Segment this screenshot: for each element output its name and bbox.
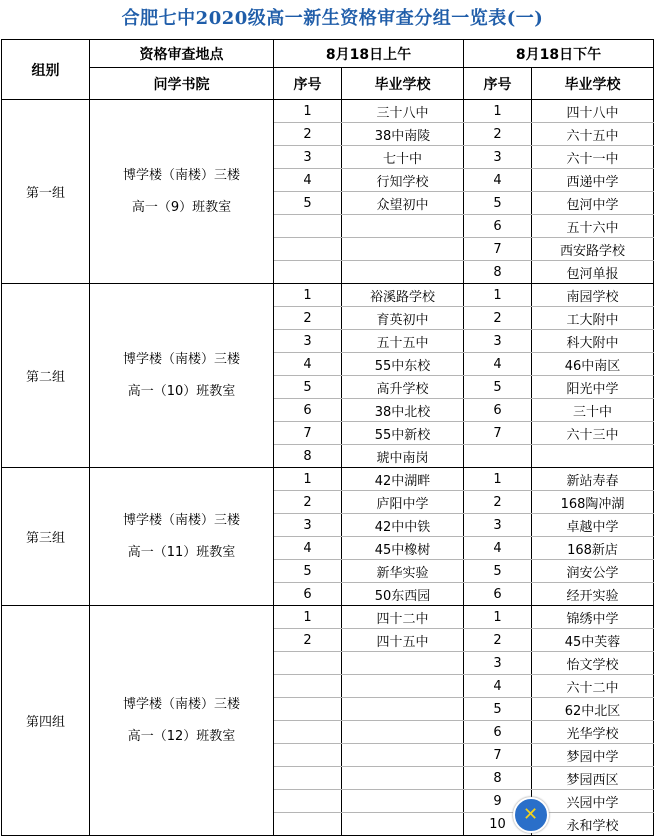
pm-seq: 2 — [464, 491, 532, 514]
pm-school: 科大附中 — [532, 330, 654, 353]
am-seq: 6 — [274, 583, 342, 606]
table-body — [2, 100, 654, 836]
am-seq: 1 — [274, 100, 342, 123]
am-seq: 5 — [274, 192, 342, 215]
am-seq — [274, 698, 342, 721]
pm-school: 光华学校 — [532, 721, 654, 744]
pm-school: 南园学校 — [532, 284, 654, 307]
pm-seq: 8 — [464, 767, 532, 790]
am-school — [342, 744, 464, 767]
header-am-school: 毕业学校 — [342, 68, 464, 100]
am-seq: 7 — [274, 422, 342, 445]
pm-seq: 7 — [464, 744, 532, 767]
am-school: 45中橡树 — [342, 537, 464, 560]
am-seq: 5 — [274, 560, 342, 583]
am-school — [342, 215, 464, 238]
am-seq — [274, 215, 342, 238]
am-seq: 2 — [274, 307, 342, 330]
pm-school: 45中芙蓉 — [532, 629, 654, 652]
am-school: 55中新校 — [342, 422, 464, 445]
am-school — [342, 652, 464, 675]
am-seq: 3 — [274, 330, 342, 353]
group-location — [90, 468, 274, 606]
am-school: 裕溪路学校 — [342, 284, 464, 307]
am-seq — [274, 721, 342, 744]
header-group: 组别 — [2, 40, 90, 100]
pm-seq: 5 — [464, 192, 532, 215]
am-school — [342, 675, 464, 698]
pm-school: 新站寿春 — [532, 468, 654, 491]
header-pm-school: 毕业学校 — [532, 68, 654, 100]
group-location — [90, 100, 274, 284]
group-name: 第一组 — [2, 100, 90, 284]
pm-seq: 4 — [464, 675, 532, 698]
table-row — [2, 468, 654, 491]
pm-school: 梦园西区 — [532, 767, 654, 790]
pm-seq: 6 — [464, 583, 532, 606]
am-school — [342, 721, 464, 744]
am-school: 五十五中 — [342, 330, 464, 353]
pm-school: 168新店 — [532, 537, 654, 560]
am-school — [342, 238, 464, 261]
group-name: 第四组 — [2, 606, 90, 836]
pm-school: 兴园中学 — [532, 790, 654, 813]
am-school: 众望初中 — [342, 192, 464, 215]
pm-school: 六十一中 — [532, 146, 654, 169]
table-row — [2, 606, 654, 629]
pm-school: 168陶冲湖 — [532, 491, 654, 514]
pm-seq: 3 — [464, 652, 532, 675]
am-school: 新华实验 — [342, 560, 464, 583]
am-seq: 2 — [274, 491, 342, 514]
am-school: 50东西园 — [342, 583, 464, 606]
location-classroom: 高一（9）班教室 — [131, 199, 232, 215]
pm-seq: 3 — [464, 330, 532, 353]
am-school: 42中中铁 — [342, 514, 464, 537]
pm-school: 六十三中 — [532, 422, 654, 445]
am-school — [342, 767, 464, 790]
pm-school: 包河单报 — [532, 261, 654, 284]
pm-school: 卓越中学 — [532, 514, 654, 537]
header-campus: 问学书院 — [90, 68, 274, 100]
page-title: 合肥七中2020级高一新生资格审查分组一览表(一) — [121, 8, 544, 29]
am-seq: 2 — [274, 629, 342, 652]
am-school: 三十八中 — [342, 100, 464, 123]
am-seq: 4 — [274, 353, 342, 376]
pm-seq: 8 — [464, 261, 532, 284]
am-seq: 6 — [274, 399, 342, 422]
pm-seq: 3 — [464, 146, 532, 169]
pm-seq: 2 — [464, 307, 532, 330]
group-name: 第二组 — [2, 284, 90, 468]
pm-school: 西递中学 — [532, 169, 654, 192]
am-school: 育英初中 — [342, 307, 464, 330]
am-school: 庐阳中学 — [342, 491, 464, 514]
am-seq — [274, 652, 342, 675]
am-school — [342, 790, 464, 813]
header-location: 资格审查地点 — [90, 40, 274, 68]
pm-school: 46中南区 — [532, 353, 654, 376]
location-building: 博学楼（南楼）三楼 — [122, 351, 240, 367]
location-classroom: 高一（11）班教室 — [127, 544, 236, 560]
location-building: 博学楼（南楼）三楼 — [122, 512, 240, 528]
am-seq: 3 — [274, 146, 342, 169]
am-seq: 1 — [274, 468, 342, 491]
pm-seq — [464, 445, 532, 468]
location-building: 博学楼（南楼）三楼 — [122, 696, 240, 712]
am-seq — [274, 813, 342, 836]
pm-school: 62中北区 — [532, 698, 654, 721]
am-school: 42中湖畔 — [342, 468, 464, 491]
review-group-table — [1, 39, 654, 836]
am-school: 38中南陵 — [342, 123, 464, 146]
am-seq: 1 — [274, 606, 342, 629]
group-name: 第三组 — [2, 468, 90, 606]
am-school: 行知学校 — [342, 169, 464, 192]
header-afternoon: 8月18日下午 — [464, 40, 654, 68]
am-seq — [274, 675, 342, 698]
am-seq — [274, 767, 342, 790]
pm-school: 梦园中学 — [532, 744, 654, 767]
pm-school: 六十二中 — [532, 675, 654, 698]
pm-school: 五十六中 — [532, 215, 654, 238]
pm-school: 包河中学 — [532, 192, 654, 215]
pm-seq: 6 — [464, 721, 532, 744]
am-school — [342, 261, 464, 284]
header-am-seq: 序号 — [274, 68, 342, 100]
pm-school: 锦绣中学 — [532, 606, 654, 629]
am-seq: 5 — [274, 376, 342, 399]
pm-seq: 2 — [464, 629, 532, 652]
group-location — [90, 606, 274, 836]
pm-seq: 10 — [464, 813, 532, 836]
am-seq — [274, 238, 342, 261]
pm-school: 永和学校 — [532, 813, 654, 836]
pm-school: 经开实验 — [532, 583, 654, 606]
pm-seq: 9 — [464, 790, 532, 813]
am-school: 四十五中 — [342, 629, 464, 652]
am-school: 55中东校 — [342, 353, 464, 376]
header-row-2 — [2, 68, 654, 100]
am-seq: 4 — [274, 169, 342, 192]
am-seq: 3 — [274, 514, 342, 537]
table-row — [2, 284, 654, 307]
table-row — [2, 100, 654, 123]
am-seq: 8 — [274, 445, 342, 468]
pm-seq: 5 — [464, 698, 532, 721]
location-classroom: 高一（10）班教室 — [127, 383, 236, 399]
pm-school: 西安路学校 — [532, 238, 654, 261]
pm-school: 润安公学 — [532, 560, 654, 583]
am-school — [342, 813, 464, 836]
pm-seq: 5 — [464, 376, 532, 399]
pm-school — [532, 445, 654, 468]
pm-school: 怡文学校 — [532, 652, 654, 675]
am-seq — [274, 261, 342, 284]
header-morning: 8月18日上午 — [274, 40, 464, 68]
pm-seq: 7 — [464, 238, 532, 261]
am-school: 四十二中 — [342, 606, 464, 629]
pm-seq: 6 — [464, 399, 532, 422]
am-school: 38中北校 — [342, 399, 464, 422]
am-school: 高升学校 — [342, 376, 464, 399]
am-school: 琥中南岗 — [342, 445, 464, 468]
pm-seq: 4 — [464, 353, 532, 376]
pm-seq: 2 — [464, 123, 532, 146]
logo-badge-icon — [513, 797, 549, 833]
am-seq — [274, 744, 342, 767]
group-location — [90, 284, 274, 468]
pm-school: 工大附中 — [532, 307, 654, 330]
pm-seq: 4 — [464, 537, 532, 560]
pm-seq: 1 — [464, 100, 532, 123]
pm-school: 六十五中 — [532, 123, 654, 146]
pm-seq: 1 — [464, 284, 532, 307]
pm-school: 四十八中 — [532, 100, 654, 123]
pm-seq: 6 — [464, 215, 532, 238]
header-row-1 — [2, 40, 654, 68]
pm-seq: 1 — [464, 606, 532, 629]
am-seq: 2 — [274, 123, 342, 146]
am-seq — [274, 790, 342, 813]
location-building: 博学楼（南楼）三楼 — [122, 167, 240, 183]
header-pm-seq: 序号 — [464, 68, 532, 100]
location-classroom: 高一（12）班教室 — [127, 728, 236, 744]
am-school: 七十中 — [342, 146, 464, 169]
am-school — [342, 698, 464, 721]
pm-seq: 5 — [464, 560, 532, 583]
pm-seq: 7 — [464, 422, 532, 445]
pm-seq: 3 — [464, 514, 532, 537]
am-seq: 4 — [274, 537, 342, 560]
am-seq: 1 — [274, 284, 342, 307]
pm-seq: 1 — [464, 468, 532, 491]
pm-school: 阳光中学 — [532, 376, 654, 399]
pm-school: 三十中 — [532, 399, 654, 422]
pm-seq: 4 — [464, 169, 532, 192]
